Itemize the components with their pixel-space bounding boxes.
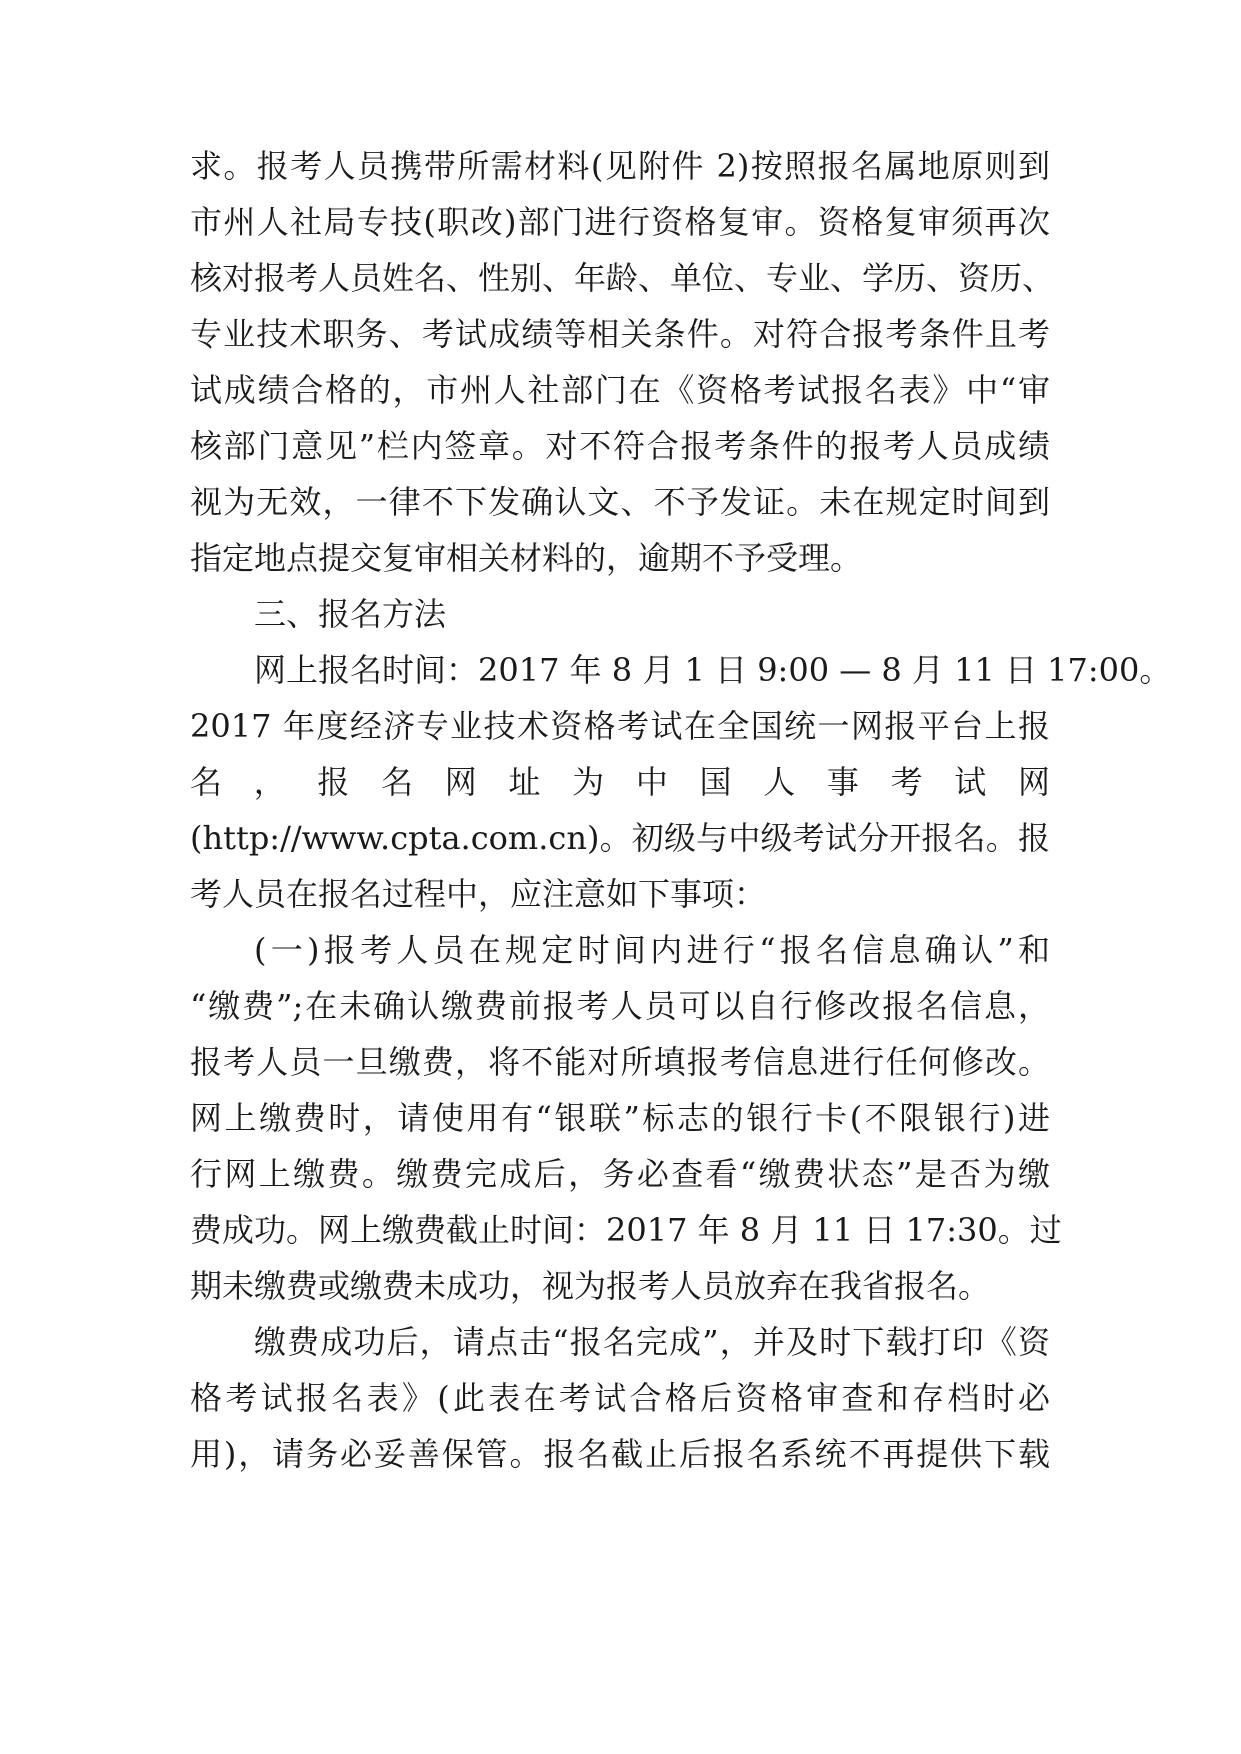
body-text-line: 期未缴费或缴费未成功，视为报考人员放弃在我省报名。: [190, 1267, 991, 1305]
body-text-line: 视为无效，一律不下发确认文、不予发证。未在规定时间到: [190, 483, 1050, 521]
spread-char: 名: [190, 763, 223, 801]
body-text-line: 格考试报名表》(此表在考试合格后资格审查和存档时必: [190, 1379, 1050, 1417]
body-text-line: 行网上缴费。缴费完成后，务必查看“缴费状态”是否为缴: [190, 1155, 1050, 1193]
spread-char: 报: [317, 763, 350, 801]
body-text-line: 网上缴费时，请使用有“银联”标志的银行卡(不限银行)进: [190, 1099, 1050, 1137]
body-text-line: 核对报考人员姓名、性别、年龄、单位、专业、学历、资历、: [190, 259, 1055, 297]
spread-char: 国: [699, 763, 732, 801]
body-text-line: (http://www.cpta.com.cn)。初级与中级考试分开报名。报: [190, 819, 1050, 857]
spread-char: 网: [444, 763, 477, 801]
spread-char: 为: [572, 763, 605, 801]
list-item-text: (一)报考人员在规定时间内进行“报名信息确认”和: [254, 931, 1050, 969]
body-text-line: 专业技术职务、考试成绩等相关条件。对符合报考条件且考: [190, 315, 1050, 353]
body-text-line: 市州人社局专技(职改)部门进行资格复审。资格复审须再次: [190, 203, 1050, 241]
spread-char: 考: [890, 763, 923, 801]
section-heading: 三、报名方法: [254, 595, 447, 633]
spread-char: 址: [508, 763, 541, 801]
body-text-line: 网上报名时间：2017 年 8 月 1 日 9:00 — 8 月 11 日 17:00。: [254, 651, 1172, 689]
spread-char: 网: [1017, 763, 1050, 801]
body-text-line: 用)，请务必妥善保管。报名截止后报名系统不再提供下载: [190, 1435, 1050, 1473]
body-text-line-spread: [190, 762, 1050, 802]
body-text-line: “缴费”;在未确认缴费前报考人员可以自行修改报名信息，: [190, 987, 1050, 1025]
body-text-line: 报考人员一旦缴费，将不能对所填报考信息进行任何修改。: [190, 1043, 1050, 1081]
body-text-line: 指定地点提交复审相关材料的，逾期不予受理。: [190, 539, 863, 577]
spread-char: 事: [826, 763, 859, 801]
body-text-line: 求。报考人员携带所需材料(见附件 2)按照报名属地原则到: [190, 147, 1050, 185]
spread-char: 名: [381, 763, 414, 801]
body-text-line: 核部门意见”栏内签章。对不符合报考条件的报考人员成绩: [190, 427, 1050, 465]
spread-char: 试: [954, 763, 987, 801]
spread-char: 人: [763, 763, 796, 801]
body-text-line: 缴费成功后，请点击“报名完成”，并及时下载打印《资: [254, 1323, 1050, 1361]
body-text-line: 2017 年度经济专业技术资格考试在全国统一网报平台上报: [190, 707, 1050, 745]
spread-char: 中: [635, 763, 668, 801]
spread-char: ，: [253, 763, 286, 801]
body-text-line: 试成绩合格的，市州人社部门在《资格考试报名表》中“审: [190, 371, 1050, 409]
body-text-line: 考人员在报名过程中，应注意如下事项：: [190, 875, 767, 913]
body-text-line: 费成功。网上缴费截止时间：2017 年 8 月 11 日 17:30。过: [190, 1211, 1062, 1249]
